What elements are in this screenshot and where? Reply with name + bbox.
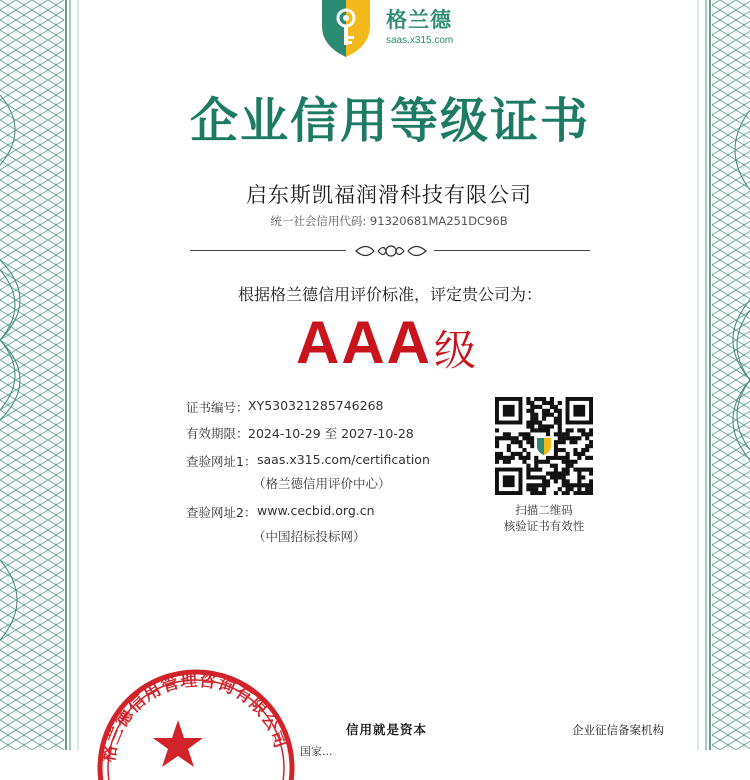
validity-label: 有效期限：	[186, 426, 249, 441]
brand-name: 格兰德	[386, 8, 452, 32]
validity-value: 2024-10-29 至 2027-10-28	[248, 426, 414, 441]
footer-slogan: 信用就是资本	[346, 722, 428, 737]
cert-no-value: XY530321285746268	[248, 398, 384, 413]
divider-right	[434, 250, 590, 251]
credit-grade: AAA	[296, 309, 432, 376]
verify-url2-link[interactable]: www.cecbid.org.cn	[257, 503, 375, 518]
flourish-ornament-icon	[352, 240, 430, 262]
footer-agency: 企业征信备案机构	[572, 723, 664, 737]
company-name: 启东斯凯福润滑科技有限公司	[246, 183, 532, 207]
credit-code-value: 91320681MA251DC96B	[369, 214, 508, 228]
credit-code	[0, 213, 750, 229]
evaluation-intro: 根据格兰德信用评价标准，评定贵公司为：	[237, 285, 542, 304]
certificate-title: 企业信用等级证书	[189, 93, 590, 149]
cert-no-label: 证书编号：	[186, 400, 249, 415]
key-shield-icon	[316, 0, 376, 58]
credit-grade-suffix: 级	[434, 326, 477, 375]
qr-caption-line2: 核验证书有效性	[503, 519, 585, 533]
verify-url1-note: （格兰德信用评价中心）	[253, 476, 391, 491]
divider-left	[190, 250, 346, 251]
company-seal-stamp	[88, 660, 308, 780]
footer-partial-text: 国家...	[300, 745, 333, 758]
credit-code-label: 统一社会信用代码:	[270, 214, 367, 228]
verification-qr-code[interactable]	[495, 397, 593, 495]
svg-text:格兰德信用管理咨询有限公司: 格兰德信用管理咨询有限公司	[98, 670, 291, 764]
verify-url2-note: （中国招标投标网）	[253, 529, 366, 544]
qr-caption-line1: 扫描二维码	[515, 503, 573, 517]
verify-url2-label: 查验网址2：	[186, 505, 257, 520]
brand-url: saas.x315.com	[386, 35, 454, 46]
brand-logo	[316, 0, 466, 58]
verify-url1-label: 查验网址1：	[186, 454, 257, 469]
verify-url1-link[interactable]: saas.x315.com/certification	[257, 452, 430, 467]
